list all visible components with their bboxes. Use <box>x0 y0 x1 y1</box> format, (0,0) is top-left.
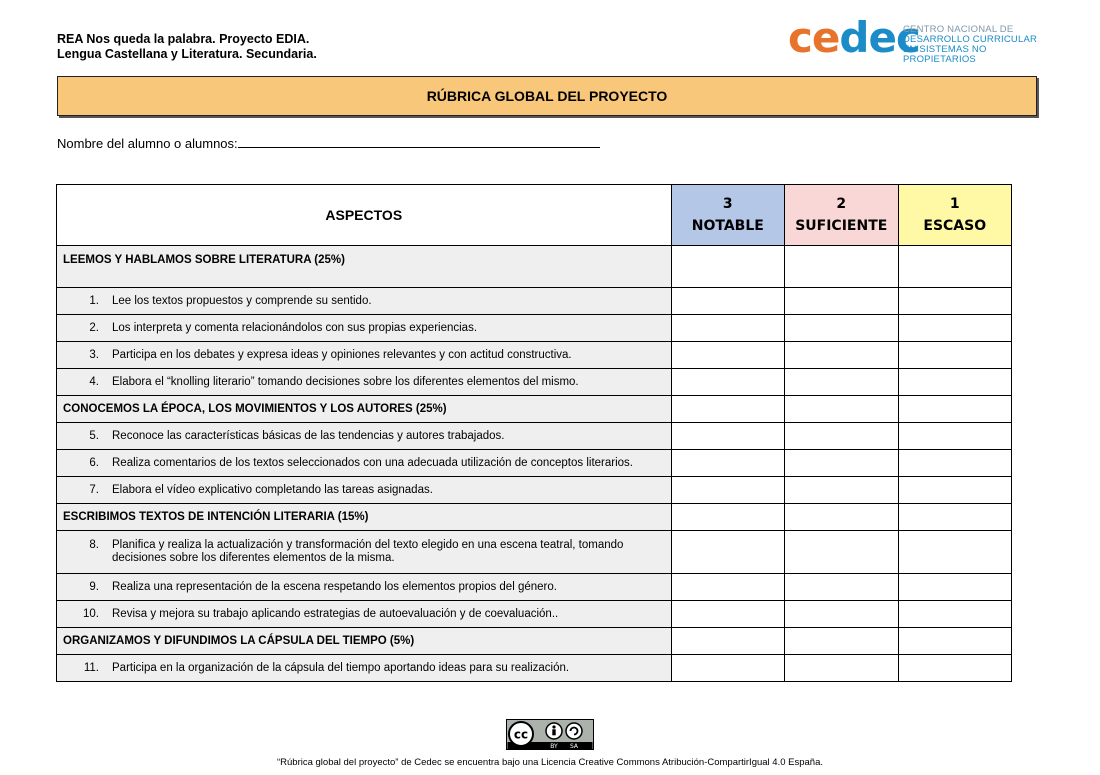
score-cell[interactable] <box>898 531 1012 574</box>
logo-wordmark: cedec <box>788 13 920 62</box>
criterion-cell <box>57 531 672 574</box>
score-cell[interactable] <box>785 246 898 288</box>
score-cell[interactable] <box>671 450 784 477</box>
criterion-number: 9. <box>89 580 99 593</box>
svg-text:cc: cc <box>513 727 529 742</box>
criterion-cell <box>57 369 672 396</box>
score-cell[interactable] <box>785 450 898 477</box>
student-name-blank[interactable] <box>238 135 600 148</box>
score-cell[interactable] <box>898 342 1012 369</box>
score-cell[interactable] <box>898 655 1012 682</box>
criterion-text: Reconoce las características básicas de las tendencias y autores trabajados. <box>112 429 505 442</box>
score-cell[interactable] <box>671 342 784 369</box>
criterion-number: 1. <box>89 294 99 307</box>
level-label: SUFICIENTE <box>795 218 888 234</box>
student-name-label: Nombre del alumno o alumnos: <box>57 136 238 151</box>
score-cell[interactable] <box>785 601 898 628</box>
score-cell[interactable] <box>785 342 898 369</box>
section-row <box>57 504 1012 531</box>
criterion-number: 4. <box>89 375 99 388</box>
criterion-text: Lee los textos propuestos y comprende su sentido. <box>112 294 372 307</box>
document-header <box>57 32 317 62</box>
criterion-cell <box>57 477 672 504</box>
score-cell[interactable] <box>671 574 784 601</box>
svg-text:BY: BY <box>550 743 558 750</box>
criterion-text: Realiza comentarios de los textos seleccionados con una adecuada utilización de conceptos literarios. <box>112 456 633 469</box>
criterion-text: Los interpreta y comenta relacionándolos con sus propias experiencias. <box>112 321 478 334</box>
svg-text:SA: SA <box>569 743 579 750</box>
score-cell[interactable] <box>671 531 784 574</box>
criterion-row <box>57 574 1012 601</box>
criterion-number: 6. <box>89 456 99 469</box>
score-cell[interactable] <box>898 574 1012 601</box>
criterion-text: Planifica y realiza la actualización y transformación del texto elegido en una escena teatral, tomando decisiones sobre los diferentes elementos de la misma. <box>112 539 624 564</box>
level-notable-header <box>671 185 784 246</box>
section-title: CONOCEMOS LA ÉPOCA, LOS MOVIMIENTOS Y LOS AUTORES (25%) <box>57 396 672 423</box>
criterion-cell <box>57 574 672 601</box>
score-cell[interactable] <box>671 396 784 423</box>
cc-by-sa-icon[interactable] <box>506 718 594 751</box>
criterion-text: Participa en los debates y expresa ideas y opiniones relevantes y con actitud constructiva. <box>112 348 572 361</box>
score-cell[interactable] <box>898 246 1012 288</box>
score-cell[interactable] <box>898 477 1012 504</box>
score-cell[interactable] <box>671 423 784 450</box>
score-cell[interactable] <box>785 504 898 531</box>
criterion-row <box>57 655 1012 682</box>
score-cell[interactable] <box>898 315 1012 342</box>
level-score: 3 <box>722 196 733 212</box>
section-title: LEEMOS Y HABLAMOS SOBRE LITERATURA (25%) <box>57 246 672 288</box>
criterion-cell <box>57 342 672 369</box>
level-score: 1 <box>949 196 960 212</box>
score-cell[interactable] <box>671 369 784 396</box>
criterion-cell <box>57 450 672 477</box>
criterion-row <box>57 477 1012 504</box>
license-text: “Rúbrica global del proyecto” de Cedec se encuentra bajo una Licencia Creative Commons Atribución-CompartirIgual 4.0 España. <box>276 757 824 768</box>
score-cell[interactable] <box>785 288 898 315</box>
section-row <box>57 246 1012 288</box>
level-suficiente-header <box>785 185 898 246</box>
level-escaso-header <box>898 185 1012 246</box>
score-cell[interactable] <box>898 396 1012 423</box>
criterion-cell <box>57 655 672 682</box>
score-cell[interactable] <box>898 601 1012 628</box>
criterion-row <box>57 531 1012 574</box>
criterion-text: Revisa y mejora su trabajo aplicando estrategias de autoevaluación y de coevaluación.. <box>112 607 559 620</box>
criterion-text: Elabora el “knolling literario” tomando decisiones sobre los diferentes elementos del mismo. <box>112 375 579 388</box>
criterion-text: Realiza una representación de la escena respetando los elementos propios del género. <box>112 580 557 593</box>
criterion-cell <box>57 601 672 628</box>
score-cell[interactable] <box>671 246 784 288</box>
criterion-number: 10. <box>83 607 99 620</box>
score-cell[interactable] <box>898 504 1012 531</box>
score-cell[interactable] <box>671 504 784 531</box>
score-cell[interactable] <box>785 369 898 396</box>
criterion-cell <box>57 423 672 450</box>
score-cell[interactable] <box>898 423 1012 450</box>
rubric-header-row <box>57 185 1012 246</box>
score-cell[interactable] <box>898 628 1012 655</box>
score-cell[interactable] <box>785 531 898 574</box>
criterion-row <box>57 423 1012 450</box>
criterion-number: 2. <box>89 321 99 334</box>
criterion-cell <box>57 315 672 342</box>
section-title: ESCRIBIMOS TEXTOS DE INTENCIÓN LITERARIA (15%) <box>57 504 672 531</box>
criterion-number: 8. <box>89 539 99 551</box>
logo-subtitle: CENTRO NACIONAL DE DESARROLLO CURRICULAR EN SISTEMAS NO PROPIETARIOS <box>903 24 1038 65</box>
criterion-cell <box>57 288 672 315</box>
rubric-table <box>56 184 1012 682</box>
score-cell[interactable] <box>785 574 898 601</box>
section-row <box>57 628 1012 655</box>
criterion-number: 7. <box>89 483 99 496</box>
criterion-row <box>57 288 1012 315</box>
score-cell[interactable] <box>671 655 784 682</box>
student-name-field <box>57 135 600 151</box>
score-cell[interactable] <box>785 655 898 682</box>
section-row <box>57 396 1012 423</box>
cedec-logo <box>788 13 1038 65</box>
score-cell[interactable] <box>785 477 898 504</box>
score-cell[interactable] <box>898 288 1012 315</box>
page-title: RÚBRICA GLOBAL DEL PROYECTO <box>57 76 1037 116</box>
license-footer <box>0 718 1100 768</box>
header-line-2: Lengua Castellana y Literatura. Secundaria. <box>57 47 317 61</box>
criterion-text: Participa en la organización de la cápsula del tiempo aportando ideas para su realización. <box>112 661 570 674</box>
criterion-row <box>57 450 1012 477</box>
score-cell[interactable] <box>785 628 898 655</box>
score-cell[interactable] <box>671 315 784 342</box>
level-score: 2 <box>836 196 847 212</box>
score-cell[interactable] <box>898 369 1012 396</box>
criterion-row <box>57 601 1012 628</box>
level-label: ESCASO <box>923 218 987 234</box>
aspects-header: ASPECTOS <box>57 185 672 246</box>
criterion-number: 11. <box>83 661 99 674</box>
criterion-number: 5. <box>89 429 99 442</box>
level-label: NOTABLE <box>691 218 764 234</box>
section-title: ORGANIZAMOS Y DIFUNDIMOS LA CÁPSULA DEL TIEMPO (5%) <box>57 628 672 655</box>
score-cell[interactable] <box>785 396 898 423</box>
header-line-1: REA Nos queda la palabra. Proyecto EDIA. <box>57 32 310 46</box>
criterion-text: Elabora el vídeo explicativo completando las tareas asignadas. <box>112 483 433 496</box>
score-cell[interactable] <box>785 423 898 450</box>
score-cell[interactable] <box>671 288 784 315</box>
score-cell[interactable] <box>671 628 784 655</box>
score-cell[interactable] <box>671 601 784 628</box>
score-cell[interactable] <box>785 315 898 342</box>
score-cell[interactable] <box>671 477 784 504</box>
criterion-row <box>57 342 1012 369</box>
criterion-number: 3. <box>89 348 99 361</box>
criterion-row <box>57 369 1012 396</box>
criterion-row <box>57 315 1012 342</box>
score-cell[interactable] <box>898 450 1012 477</box>
